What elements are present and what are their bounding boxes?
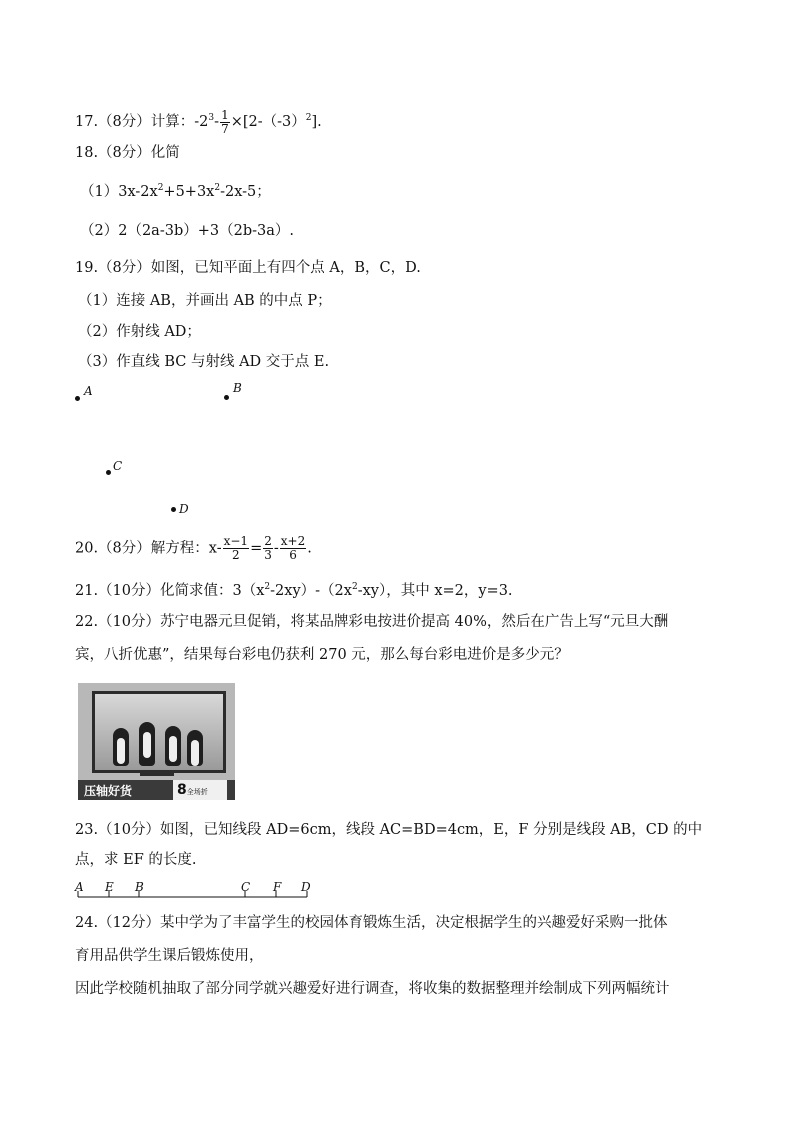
question-24-line-2: 育用品供学生课后锻炼使用， — [75, 948, 264, 964]
question-18-title: 18.（8分）化简 — [75, 145, 180, 161]
banner-left-text: 压轴好货 — [84, 784, 133, 798]
point-d-label: D — [179, 502, 189, 516]
question-18-part-1: $(1)3x-2x^2+5+3x^2-2x-5$； — [80, 183, 271, 200]
question-19-item-2: （2）作射线 AD； — [78, 324, 201, 340]
segment-label-c: C — [241, 880, 251, 894]
question-19-item-1: （1）连接 AB，并画出 AB 的中点 P； — [78, 293, 332, 309]
point-a-label: A — [84, 384, 93, 398]
fraction-x-plus-2-over-6: $\frac{x+2}{6}$ — [280, 534, 306, 562]
question-24-line-3: 因此学校随机抽取了部分同学就兴趣爱好进行调查，将收集的数据整理并绘制成下列两幅统计 — [75, 981, 670, 997]
question-21: 21.（10分）化简求值：$3(x^2-2xy)-(2x^2-xy)$，其中 x=2，y=3. — [75, 582, 513, 599]
fraction-2-over-3: $\frac{2}{3}$ — [264, 534, 272, 562]
point-b-label: B — [233, 381, 242, 395]
segment-label-f: F — [273, 880, 282, 894]
question-22-line-2: 宾，八折优惠”，结果每台彩电仍获利 270 元，那么每台彩电进价是多少元？ — [75, 647, 569, 663]
question-19-title: 19.（8分）如图，已知平面上有四个点 A，B，C，D. — [75, 260, 421, 276]
question-20: 20.（8分）解方程：x- $\frac{x-1}{2}$ = $\frac{2}{3}$ - $\frac{x+2}{6}$ . — [75, 534, 312, 562]
segment-label-b: B — [135, 880, 144, 894]
point-c-label: C — [113, 459, 123, 473]
question-19-item-3: （3）作直线 BC 与射线 AD 交于点 E. — [78, 354, 330, 370]
question-18-part-2: （2）2（2a-3b）+3（2b-3a）. — [80, 223, 294, 239]
banner-discount: 8全场折 — [173, 780, 227, 800]
segment-label-e: E — [105, 880, 114, 894]
question-23-line-1: 23.（10分）如图，已知线段 AD=6cm，线段 AC=BD=4cm，E，F 分别是线段 AB，CD 的中 — [75, 822, 703, 838]
segment-label-d: D — [301, 880, 311, 894]
question-24-line-1: 24.（12分）某中学为了丰富学生的校园体育锻炼生活，决定根据学生的兴趣爱好采购一批体 — [75, 915, 668, 931]
fraction-one-seventh: $\frac{1}{7}$ — [221, 107, 229, 136]
fraction-x-minus-1-over-2: $\frac{x-1}{2}$ — [223, 534, 249, 562]
question-17: 17.（8分）计算：$-2^3-$ $\frac{1}{7}$ $\times[2-(-3)^2]$. — [75, 107, 322, 136]
segment-label-a: A — [75, 880, 84, 894]
question-23-line-2: 点，求 EF 的长度. — [75, 852, 197, 868]
question-22-line-1: 22.（10分）苏宁电器元旦促销，将某品牌彩电按进价提高 40%，然后在广告上写“元旦大酬 — [75, 614, 669, 630]
